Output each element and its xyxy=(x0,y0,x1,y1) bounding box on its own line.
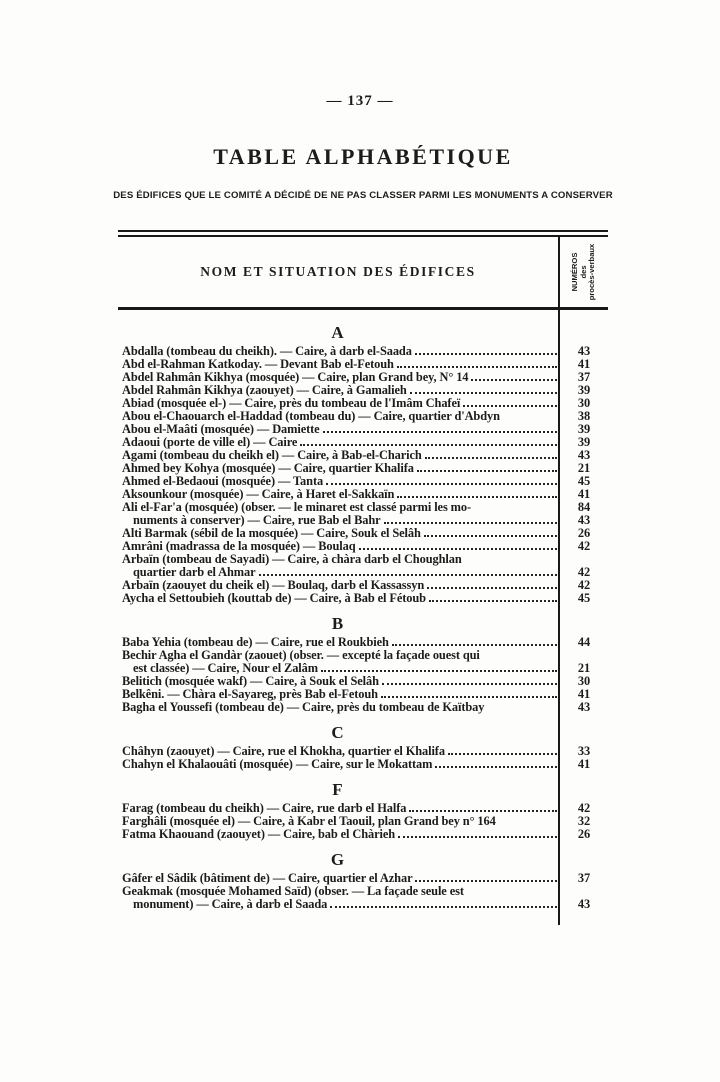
table-row xyxy=(118,553,608,566)
table-row xyxy=(118,514,608,527)
table-row xyxy=(118,501,608,514)
column-header-name: NOM ET SITUATION DES ÉDIFICES xyxy=(200,263,476,279)
number-header-line-1: NUMÉROS xyxy=(570,252,580,291)
entry-text: Gâfer el Sâdik (bâtiment de) — Caire, quartier el Azhar xyxy=(122,871,413,885)
entry-number: 84 xyxy=(577,499,591,514)
number-header-line-2: des xyxy=(578,264,588,279)
table-row xyxy=(118,649,608,662)
table-row xyxy=(118,636,608,649)
entry-number: 43 xyxy=(577,447,591,462)
dot-leader xyxy=(424,535,557,537)
dot-leader xyxy=(359,548,558,550)
column-header-number-rotated xyxy=(571,243,597,300)
entry-text: Alti Barmak (sébil de la mosquée) — Caire, Souk el Selâh xyxy=(122,526,421,540)
table-row xyxy=(118,410,608,423)
table-row xyxy=(118,745,608,758)
entry-text: Bagha el Youssefi (tombeau de) — Caire, près du tombeau de Kaïtbay xyxy=(122,700,485,714)
section-letter: F xyxy=(332,779,344,799)
entry-number: 43 xyxy=(577,699,591,714)
table-row xyxy=(118,358,608,371)
entry-text-cell xyxy=(118,636,558,649)
dot-leader xyxy=(463,405,557,407)
table-row xyxy=(118,758,608,771)
entry-text: Aksounkour (mosquée) — Caire, à Haret el-Sakkaïn xyxy=(122,487,395,501)
entry-text-cell xyxy=(118,701,558,714)
table-row xyxy=(118,423,608,436)
entry-text-cell xyxy=(118,436,558,449)
dot-leader xyxy=(397,496,557,498)
entry-text: Farag (tombeau du cheikh) — Caire, rue darb el Halfa xyxy=(122,801,407,815)
entry-text-cell xyxy=(118,566,558,579)
entry-text-cell xyxy=(118,449,558,462)
entry-text-cell xyxy=(118,423,558,436)
entry-number: 42 xyxy=(577,564,591,579)
table-row xyxy=(118,662,608,675)
entry-number: 41 xyxy=(577,486,591,501)
table-row xyxy=(118,540,608,553)
entry-number: 39 xyxy=(577,421,591,436)
table-row xyxy=(118,579,608,592)
entry-text-cell xyxy=(118,371,558,384)
entry-text-cell xyxy=(118,758,558,771)
section-letter: B xyxy=(331,613,345,633)
dot-leader xyxy=(381,696,557,698)
entry-text-cell xyxy=(118,592,558,605)
entry-text: Fatma Khaouand (zaouyet) — Caire, bab el Chàrieh xyxy=(122,827,396,841)
table-row xyxy=(118,436,608,449)
entry-text-cell xyxy=(118,688,558,701)
entry-number: 37 xyxy=(577,870,591,885)
entry-text-cell xyxy=(118,410,558,423)
section-letter: C xyxy=(331,722,345,742)
entry-text-cell xyxy=(118,540,558,553)
dot-leader xyxy=(330,906,557,908)
entry-text-cell xyxy=(118,501,558,514)
entry-number: 32 xyxy=(577,813,591,828)
entry-text-cell xyxy=(118,553,558,566)
table-row xyxy=(118,449,608,462)
entry-text: Farghâli (mosquée el) — Caire, à Kabr el Taouil, plan Grand bey n° 164 xyxy=(122,814,496,828)
dot-leader xyxy=(415,880,557,882)
entry-number: 44 xyxy=(577,634,591,649)
dot-leader xyxy=(384,522,557,524)
entry-number: 43 xyxy=(577,896,591,911)
entry-text: Châhyn (zaouyet) — Caire, rue el Khokha, quartier el Khalifa xyxy=(122,744,445,758)
entry-number: 41 xyxy=(577,356,591,371)
entry-text: Chahyn el Khalaouâti (mosquée) — Caire, sur le Mokattam xyxy=(122,757,433,771)
entry-text: quartier darb el Ahmar xyxy=(133,565,256,579)
entry-text: Abiad (mosquée el-) — Caire, près du tombeau de l'Imâm Chafeï xyxy=(122,396,461,410)
entry-text: Ahmed el-Bedaoui (mosquée) — Tanta xyxy=(122,474,324,488)
entry-text-cell xyxy=(118,675,558,688)
entry-number: 45 xyxy=(577,590,591,605)
entry-text: Agami (tombeau du cheikh el) — Caire, à Bab-el-Charich xyxy=(122,448,422,462)
table-row xyxy=(118,828,608,841)
entry-text: Abou el-Maâti (mosquée) — Damiette xyxy=(122,422,320,436)
dot-leader xyxy=(417,470,557,472)
dot-leader xyxy=(448,753,557,755)
dot-leader xyxy=(326,483,557,485)
section-letter: A xyxy=(331,322,345,342)
entry-number: 41 xyxy=(577,756,591,771)
entry-text: Aycha el Settoubieh (kouttab de) — Caire, à Bab el Fétoub xyxy=(122,591,426,605)
dot-leader xyxy=(397,366,557,368)
entry-text: Abdalla (tombeau du cheikh). — Caire, à darb el-Saada xyxy=(122,344,412,358)
entry-number: 45 xyxy=(577,473,591,488)
entry-number: 39 xyxy=(577,382,591,397)
page-subtitle: DES ÉDIFICES QUE LE COMITÉ A DÉCIDÉ DE NE PAS CLASSER PARMI LES MONUMENTS A CONSERVER xyxy=(113,190,613,201)
entry-text-cell xyxy=(118,649,558,662)
table-row xyxy=(118,527,608,540)
table-row xyxy=(118,384,608,397)
entry-text: Belitich (mosquée wakf) — Caire, à Souk el Selâh xyxy=(122,674,379,688)
entry-number: 43 xyxy=(577,512,591,527)
entry-number: 21 xyxy=(577,460,591,475)
entry-number: 33 xyxy=(577,743,591,758)
dot-leader xyxy=(429,600,557,602)
table-row xyxy=(118,688,608,701)
dot-leader xyxy=(300,444,557,446)
dot-leader xyxy=(471,379,557,381)
entry-text: Arbaïn (zaouyet du cheik el) — Boulaq, darb el Kassassyn xyxy=(122,578,425,592)
entry-text: Ali el-Far'a (mosquée) (obser. — le minaret est classé parmi les mo- xyxy=(122,500,472,514)
entry-text: Amrâni (madrassa de la mosquée) — Boulaq xyxy=(122,539,356,553)
entry-number: 38 xyxy=(577,408,591,423)
entry-text-cell xyxy=(118,872,558,885)
table-row xyxy=(118,815,608,828)
entry-number: 41 xyxy=(577,686,591,701)
entry-text-cell xyxy=(118,898,558,911)
entry-text-cell xyxy=(118,488,558,501)
table-row xyxy=(118,371,608,384)
table-header-row xyxy=(118,237,608,310)
entry-text: Abou el-Chaouarch el-Haddad (tombeau du) — Caire, quartier d'Abdyn xyxy=(122,409,500,423)
table-row xyxy=(118,885,608,898)
entry-text: Adaoui (porte de ville el) — Caire xyxy=(122,435,298,449)
table-row xyxy=(118,462,608,475)
dot-leader xyxy=(259,574,557,576)
entry-text: Arbaïn (tombeau de Sayadi) — Caire, à chàra darb el Choughlan xyxy=(122,552,462,566)
entry-text-cell xyxy=(118,662,558,675)
entry-text: Abdel Rahmân Kikhya (zaouyet) — Caire, à Gamalieh xyxy=(122,383,407,397)
entry-text: Geakmak (mosquée Mohamed Saïd) (obser. — La façade seule est xyxy=(122,884,464,898)
dot-leader xyxy=(410,392,557,394)
entry-text-cell xyxy=(118,828,558,841)
entry-number: 42 xyxy=(577,800,591,815)
entry-text: numents à conserver) — Caire, rue Bab el Bahr xyxy=(133,513,381,527)
entry-text-cell xyxy=(118,802,558,815)
number-column-rule xyxy=(558,310,560,925)
dot-leader xyxy=(425,457,557,459)
number-header-line-3: procès-verbaux xyxy=(587,243,597,300)
entry-text-cell xyxy=(118,397,558,410)
entry-text-cell xyxy=(118,384,558,397)
table-row xyxy=(118,345,608,358)
table-row xyxy=(118,701,608,714)
entry-text-cell xyxy=(118,462,558,475)
page-title: TABLE ALPHABÉTIQUE xyxy=(213,144,513,169)
table-row xyxy=(118,475,608,488)
entry-text-cell xyxy=(118,475,558,488)
alphabetical-table xyxy=(118,230,608,925)
entry-text: Abd el-Rahman Katkoday. — Devant Bab el-Fetouh xyxy=(122,357,394,371)
dot-leader xyxy=(427,587,557,589)
entry-number: 21 xyxy=(577,660,591,675)
entry-text-cell xyxy=(118,345,558,358)
dot-leader xyxy=(415,353,557,355)
table-row xyxy=(118,397,608,410)
table-row xyxy=(118,898,608,911)
page-number: — 137 — xyxy=(326,93,394,109)
entry-text-cell xyxy=(118,745,558,758)
table-row xyxy=(118,802,608,815)
entry-text-cell xyxy=(118,885,558,898)
dot-leader xyxy=(321,670,557,672)
entry-text: est classée) — Caire, Nour el Zalâm xyxy=(133,661,318,675)
entry-text-cell xyxy=(118,527,558,540)
entry-number: 37 xyxy=(577,369,591,384)
entry-text-cell xyxy=(118,514,558,527)
entry-text: monument) — Caire, à darb el Saada xyxy=(133,897,328,911)
entry-number: 30 xyxy=(577,395,591,410)
entry-number: 39 xyxy=(577,434,591,449)
entry-number: 26 xyxy=(577,525,591,540)
dot-leader xyxy=(392,644,557,646)
entry-number: 42 xyxy=(577,538,591,553)
entry-text: Baba Yehia (tombeau de) — Caire, rue el Roukbieh xyxy=(122,635,389,649)
entry-number: 43 xyxy=(577,343,591,358)
entry-text-cell xyxy=(118,579,558,592)
entry-text-cell xyxy=(118,815,558,828)
entry-number: 42 xyxy=(577,577,591,592)
entry-text: Ahmed bey Kohya (mosquée) — Caire, quartier Khalifa xyxy=(122,461,414,475)
entry-number: 30 xyxy=(577,673,591,688)
table-row xyxy=(118,488,608,501)
table-row xyxy=(118,675,608,688)
table-row xyxy=(118,566,608,579)
entry-text: Bechir Agha el Gandàr (zaouet) (obser. — excepté la façade ouest qui xyxy=(122,648,480,662)
section-letter: G xyxy=(330,849,346,869)
table-row xyxy=(118,592,608,605)
column-header-number-cell xyxy=(558,237,608,307)
table-body xyxy=(118,310,608,925)
dot-leader xyxy=(409,810,557,812)
table-row xyxy=(118,872,608,885)
entry-text: Abdel Rahmân Kikhya (mosquée) — Caire, plan Grand bey, N° 14 xyxy=(122,370,469,384)
dot-leader xyxy=(435,766,557,768)
entry-number: 26 xyxy=(577,826,591,841)
dot-leader xyxy=(398,836,557,838)
entry-text: Belkêni. — Chàra el-Sayareg, près Bab el-Fetouh xyxy=(122,687,378,701)
entry-text-cell xyxy=(118,358,558,371)
dot-leader xyxy=(323,431,557,433)
dot-leader xyxy=(382,683,557,685)
